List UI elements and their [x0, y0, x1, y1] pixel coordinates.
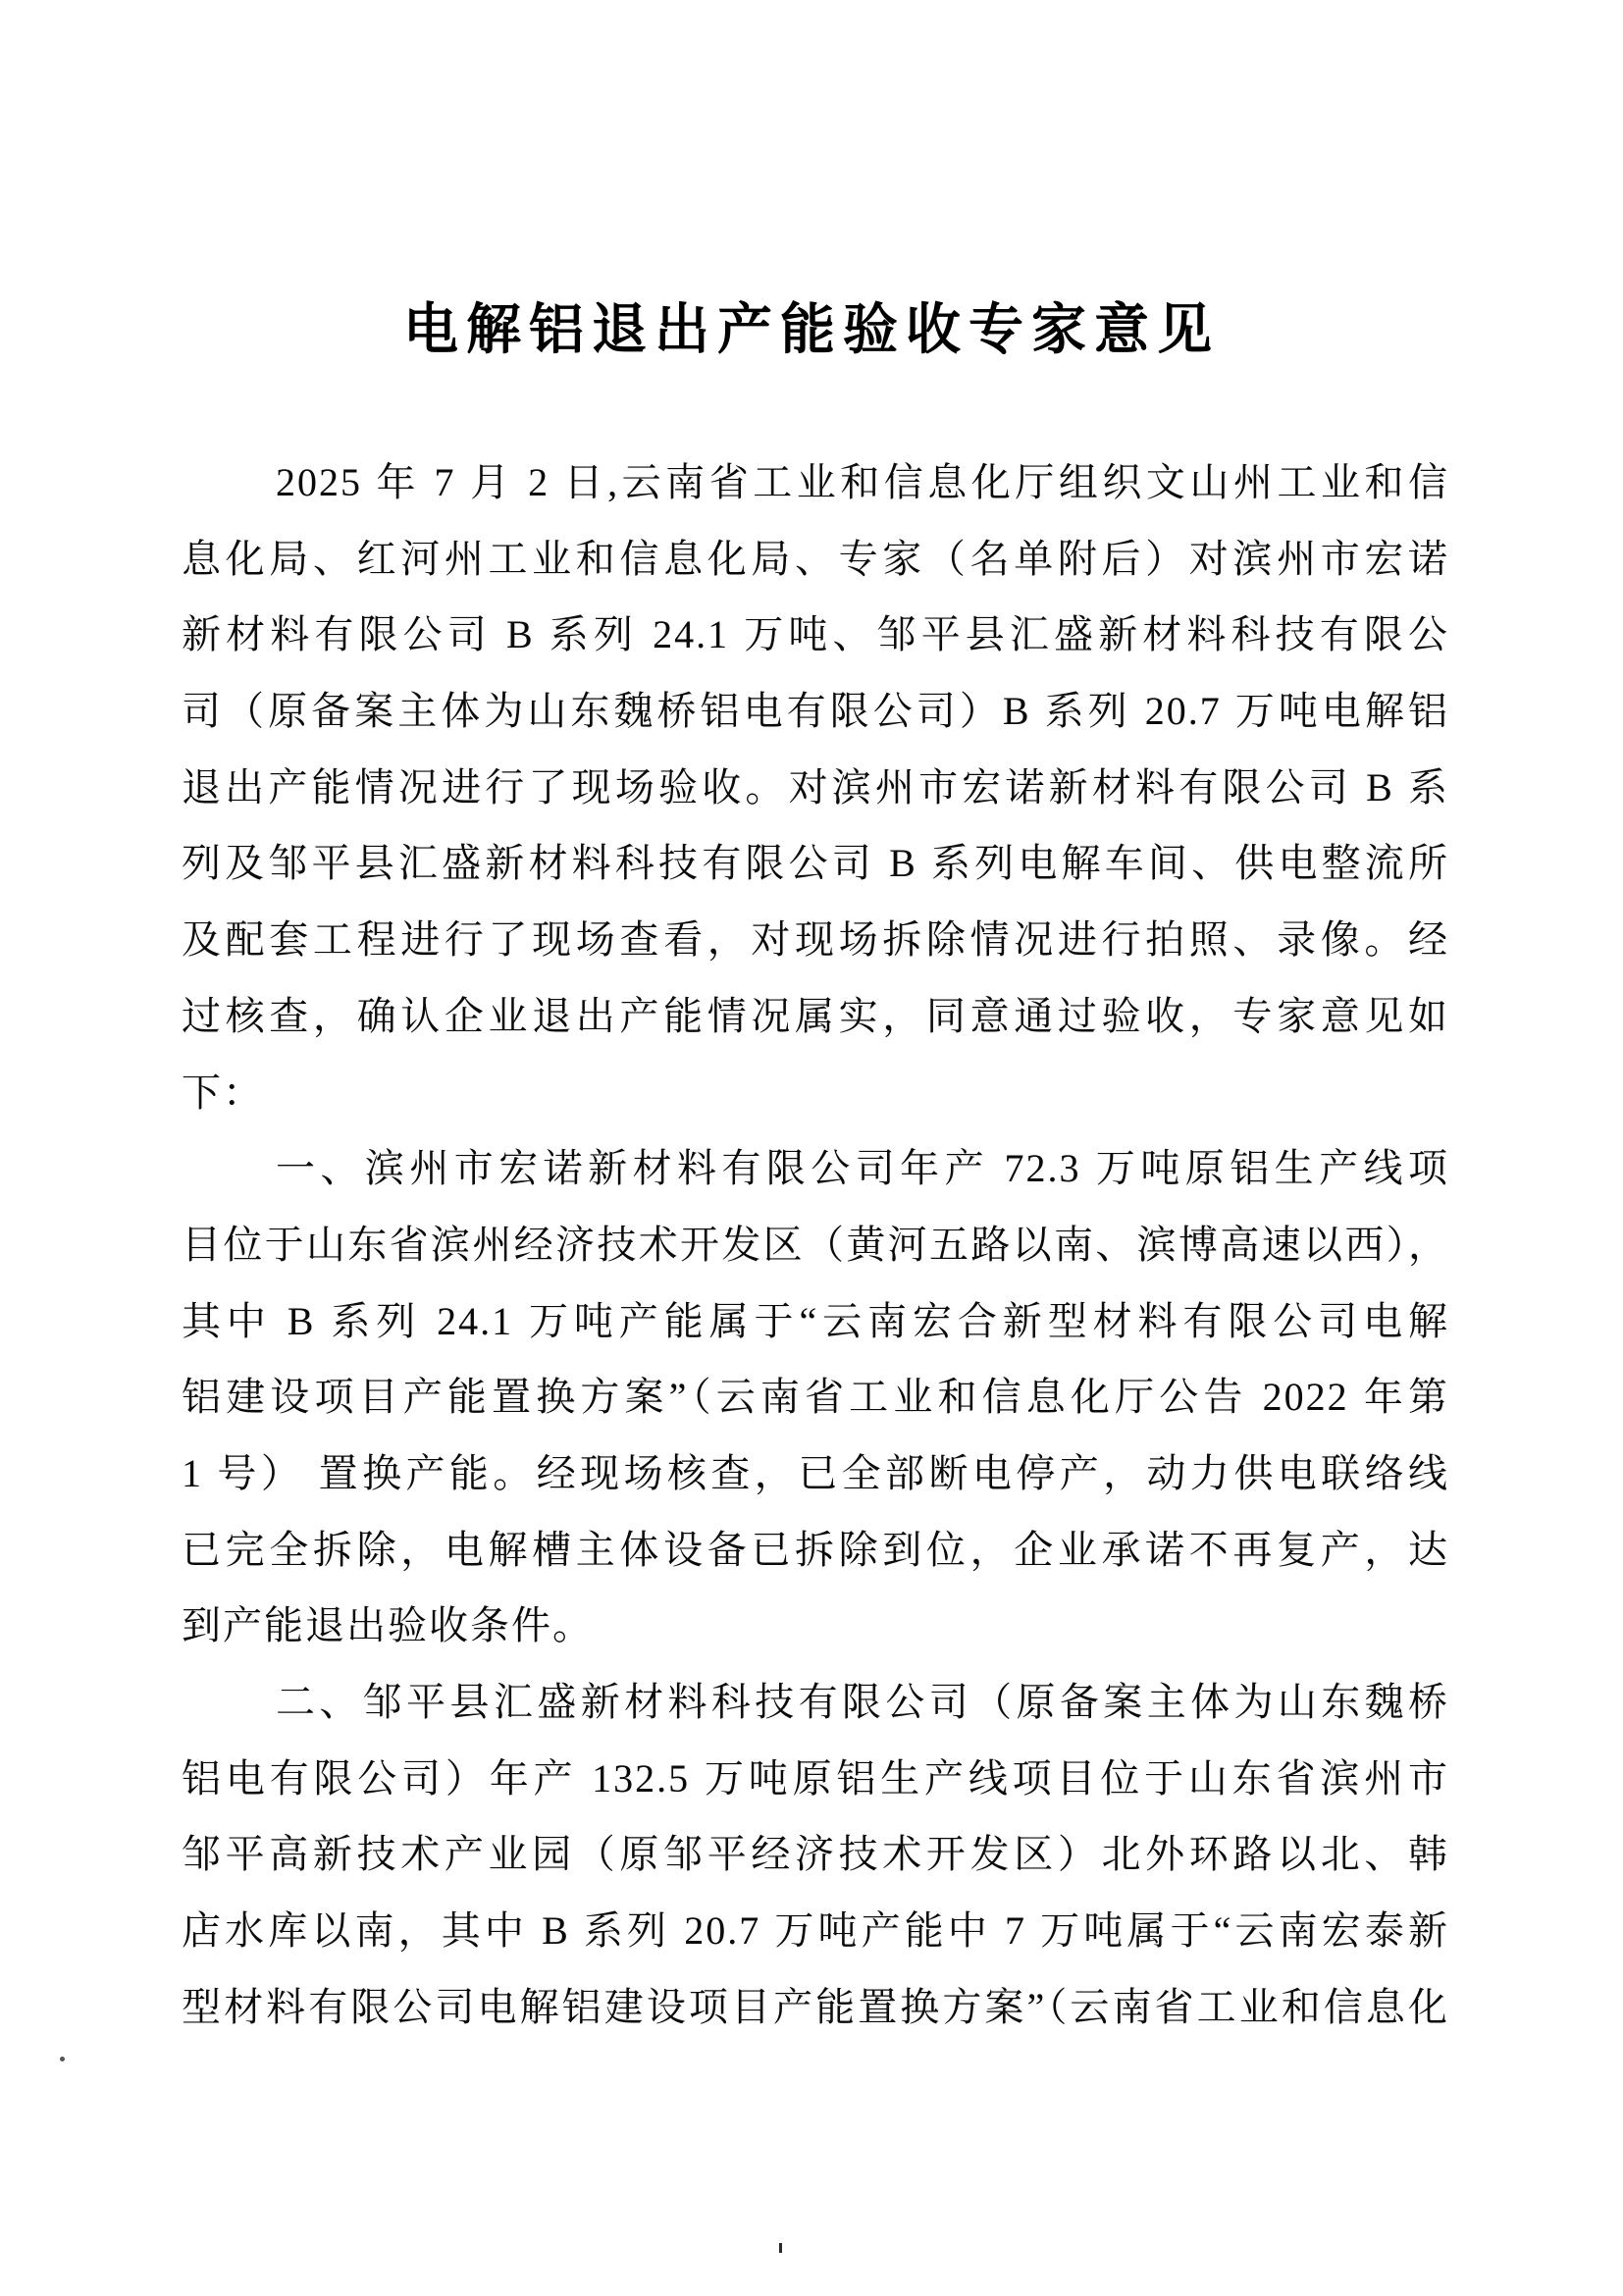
paragraph-2-line-7: 到产能退出验收条件。	[182, 1603, 594, 1648]
paragraph-2-line-3: 其中 B 系列 24.1 万吨产能属于“云南宏合新型材料有限公司电解	[182, 1298, 1449, 1343]
document-body	[182, 444, 1449, 2045]
paragraph-1-line-3: 新材料有限公司 B 系列 24.1 万吨、邹平县汇盛新材料科技有限公	[182, 612, 1449, 657]
paragraph-3-line-1: 二、邹平县汇盛新材料科技有限公司（原备案主体为山东魏桥	[276, 1680, 1449, 1724]
scan-speck	[779, 2243, 782, 2253]
paragraph-1-line-6: 列及邹平县汇盛新材料科技有限公司 B 系列电解车间、供电整流所	[182, 841, 1449, 886]
paragraph-1-line-9: 下：	[182, 1070, 264, 1115]
paragraph-3-line-2: 铝电有限公司）年产 132.5 万吨原铝生产线项目位于山东省滨州市	[182, 1755, 1449, 1800]
paragraph-2-line-2: 目位于山东省滨州经济技术开发区（黄河五路以南、滨博高速以西），	[182, 1222, 1449, 1267]
paragraph-1-line-7: 及配套工程进行了现场查看，对现场拆除情况进行拍照、录像。经	[182, 917, 1449, 963]
document-title: 电解铝退出产能验收专家意见	[403, 300, 1220, 361]
paragraph-3-line-4: 店水库以南，其中 B 系列 20.7 万吨产能中 7 万吨属于“云南宏泰新	[182, 1908, 1449, 1954]
paragraph-3-line-3: 邹平高新技术产业园（原邹平经济技术开发区）北外环路以北、韩	[182, 1832, 1449, 1877]
paragraph-1-line-2: 息化局、红河州工业和信息化局、专家（名单附后）对滨州市宏诺	[182, 536, 1449, 581]
paragraph-2-line-5: 1 号） 置换产能。经现场核查，已全部断电停产，动力供电联络线	[182, 1450, 1449, 1495]
paragraph-2-line-6: 已完全拆除，电解槽主体设备已拆除到位，企业承诺不再复产，达	[182, 1527, 1449, 1572]
paragraph-1-line-5: 退出产能情况进行了现场验收。对滨州市宏诺新材料有限公司 B 系	[182, 764, 1449, 809]
paragraph-2-line-4: 铝建设项目产能置换方案”（云南省工业和信息化厅公告 2022 年第	[182, 1375, 1449, 1420]
scan-speck	[60, 2057, 65, 2061]
paragraph-1-line-4: 司（原备案主体为山东魏桥铝电有限公司）B 系列 20.7 万吨电解铝	[182, 689, 1449, 734]
paragraph-2-line-1: 一、滨州市宏诺新材料有限公司年产 72.3 万吨原铝生产线项	[276, 1146, 1449, 1191]
paragraph-1-line-1: 2025 年 7 月 2 日,云南省工业和信息化厅组织文山州工业和信	[276, 460, 1449, 504]
paragraph-1-line-8: 过核查，确认企业退出产能情况属实，同意通过验收，专家意见如	[182, 993, 1449, 1038]
paragraph-3-line-5: 型材料有限公司电解铝建设项目产能置换方案”（云南省工业和信息化	[182, 1984, 1449, 2029]
